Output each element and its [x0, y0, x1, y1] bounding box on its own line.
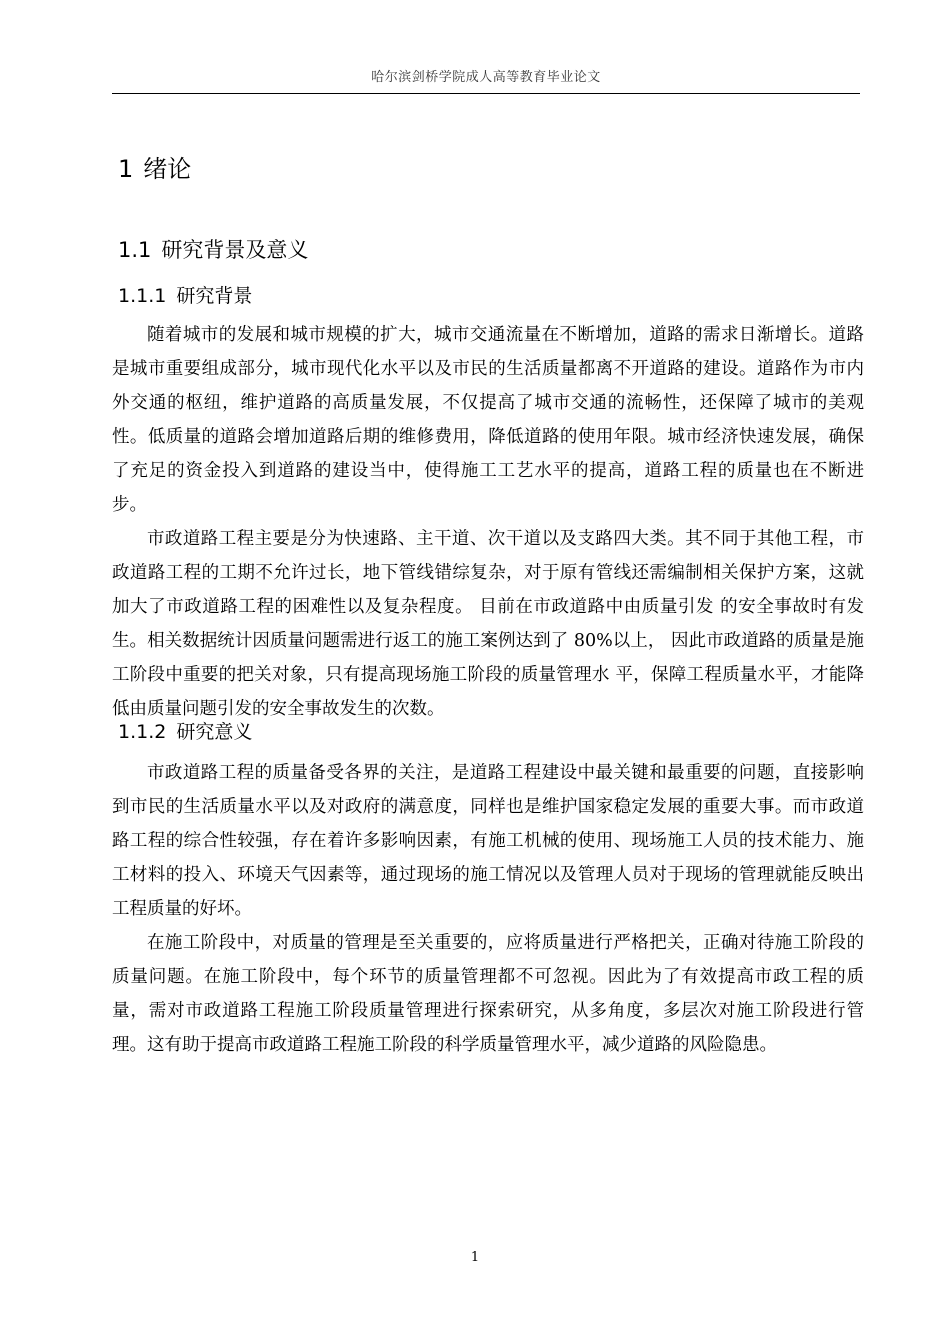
body-paragraph: 市政道路工程主要是分为快速路、主干道、次干道以及支路四大类。其不同于其他工程，市政道路工程的工期不允许过长，地下管线错综复杂，对于原有管线还需编制相关保护方案，这就加大了市政道路工程的困难性以及复杂程度。 目前在市政道路中由质量引发 的安全事故时有发生。相关数据统计因质量问题需进行返工的施工案例达到了 80%以上， 因此市政道路的质量是施工阶段中重要的把关对象，只有提高现场施工阶段的质量管理水 平，保障工程质量水平，才能降低由质量问题引发的安全事故发生的次数。 [112, 529, 864, 719]
subsection-heading-significance [118, 718, 252, 746]
significance-body [112, 756, 864, 1062]
subsection-title: 研究意义 [176, 721, 253, 743]
background-body [112, 318, 864, 726]
running-header: 哈尔滨剑桥学院成人高等教育毕业论文 [371, 70, 601, 85]
body-paragraph: 在施工阶段中，对质量的管理是至关重要的，应将质量进行严格把关，正确对待施工阶段的质量问题。在施工阶段中，每个环节的质量管理都不可忽视。因此为了有效提高市政工程的质量，需对市政道路工程施工阶段质量管理进行探索研究，从多角度，多层次对施工阶段进行管理。这有助于提高市政道路工程施工阶段的科学质量管理水平，减少道路的风险隐患。 [112, 933, 864, 1055]
section-heading [118, 235, 308, 265]
body-paragraph: 市政道路工程的质量备受各界的关注，是道路工程建设中最关键和最重要的问题，直接影响到市民的生活质量水平以及对政府的满意度，同样也是维护国家稳定发展的重要大事。而市政道路工程的综合性较强，存在着许多影响因素，有施工机械的使用、现场施工人员的技术能力、施工材料的投入、环境天气因素等，通过现场的施工情况以及管理人员对于现场的管理就能反映出工程质量的好坏。 [112, 763, 864, 919]
subsection-title: 研究背景 [176, 285, 253, 307]
section-number: 1.1 [118, 238, 152, 262]
subsection-number: 1.1.2 [118, 721, 167, 743]
page-number: 1 [470, 1250, 480, 1265]
subsection-number: 1.1.1 [118, 285, 167, 307]
section-title: 研究背景及意义 [161, 238, 309, 262]
subsection-heading-background [118, 282, 252, 310]
chapter-title: 绪论 [143, 155, 192, 183]
chapter-number: 1 [118, 155, 134, 183]
body-paragraph: 随着城市的发展和城市规模的扩大，城市交通流量在不断增加，道路的需求日渐增长。道路是城市重要组成部分，城市现代化水平以及市民的生活质量都离不开道路的建设。道路作为市内外交通的枢纽，维护道路的高质量发展，不仅提高了城市交通的流畅性，还保障了城市的美观性。低质量的道路会增加道路后期的维修费用，降低道路的使用年限。城市经济快速发展，确保了充足的资金投入到道路的建设当中，使得施工工艺水平的提高，道路工程的质量也在不断进步。 [112, 325, 864, 515]
header-rule [112, 93, 860, 94]
chapter-heading [118, 152, 191, 186]
